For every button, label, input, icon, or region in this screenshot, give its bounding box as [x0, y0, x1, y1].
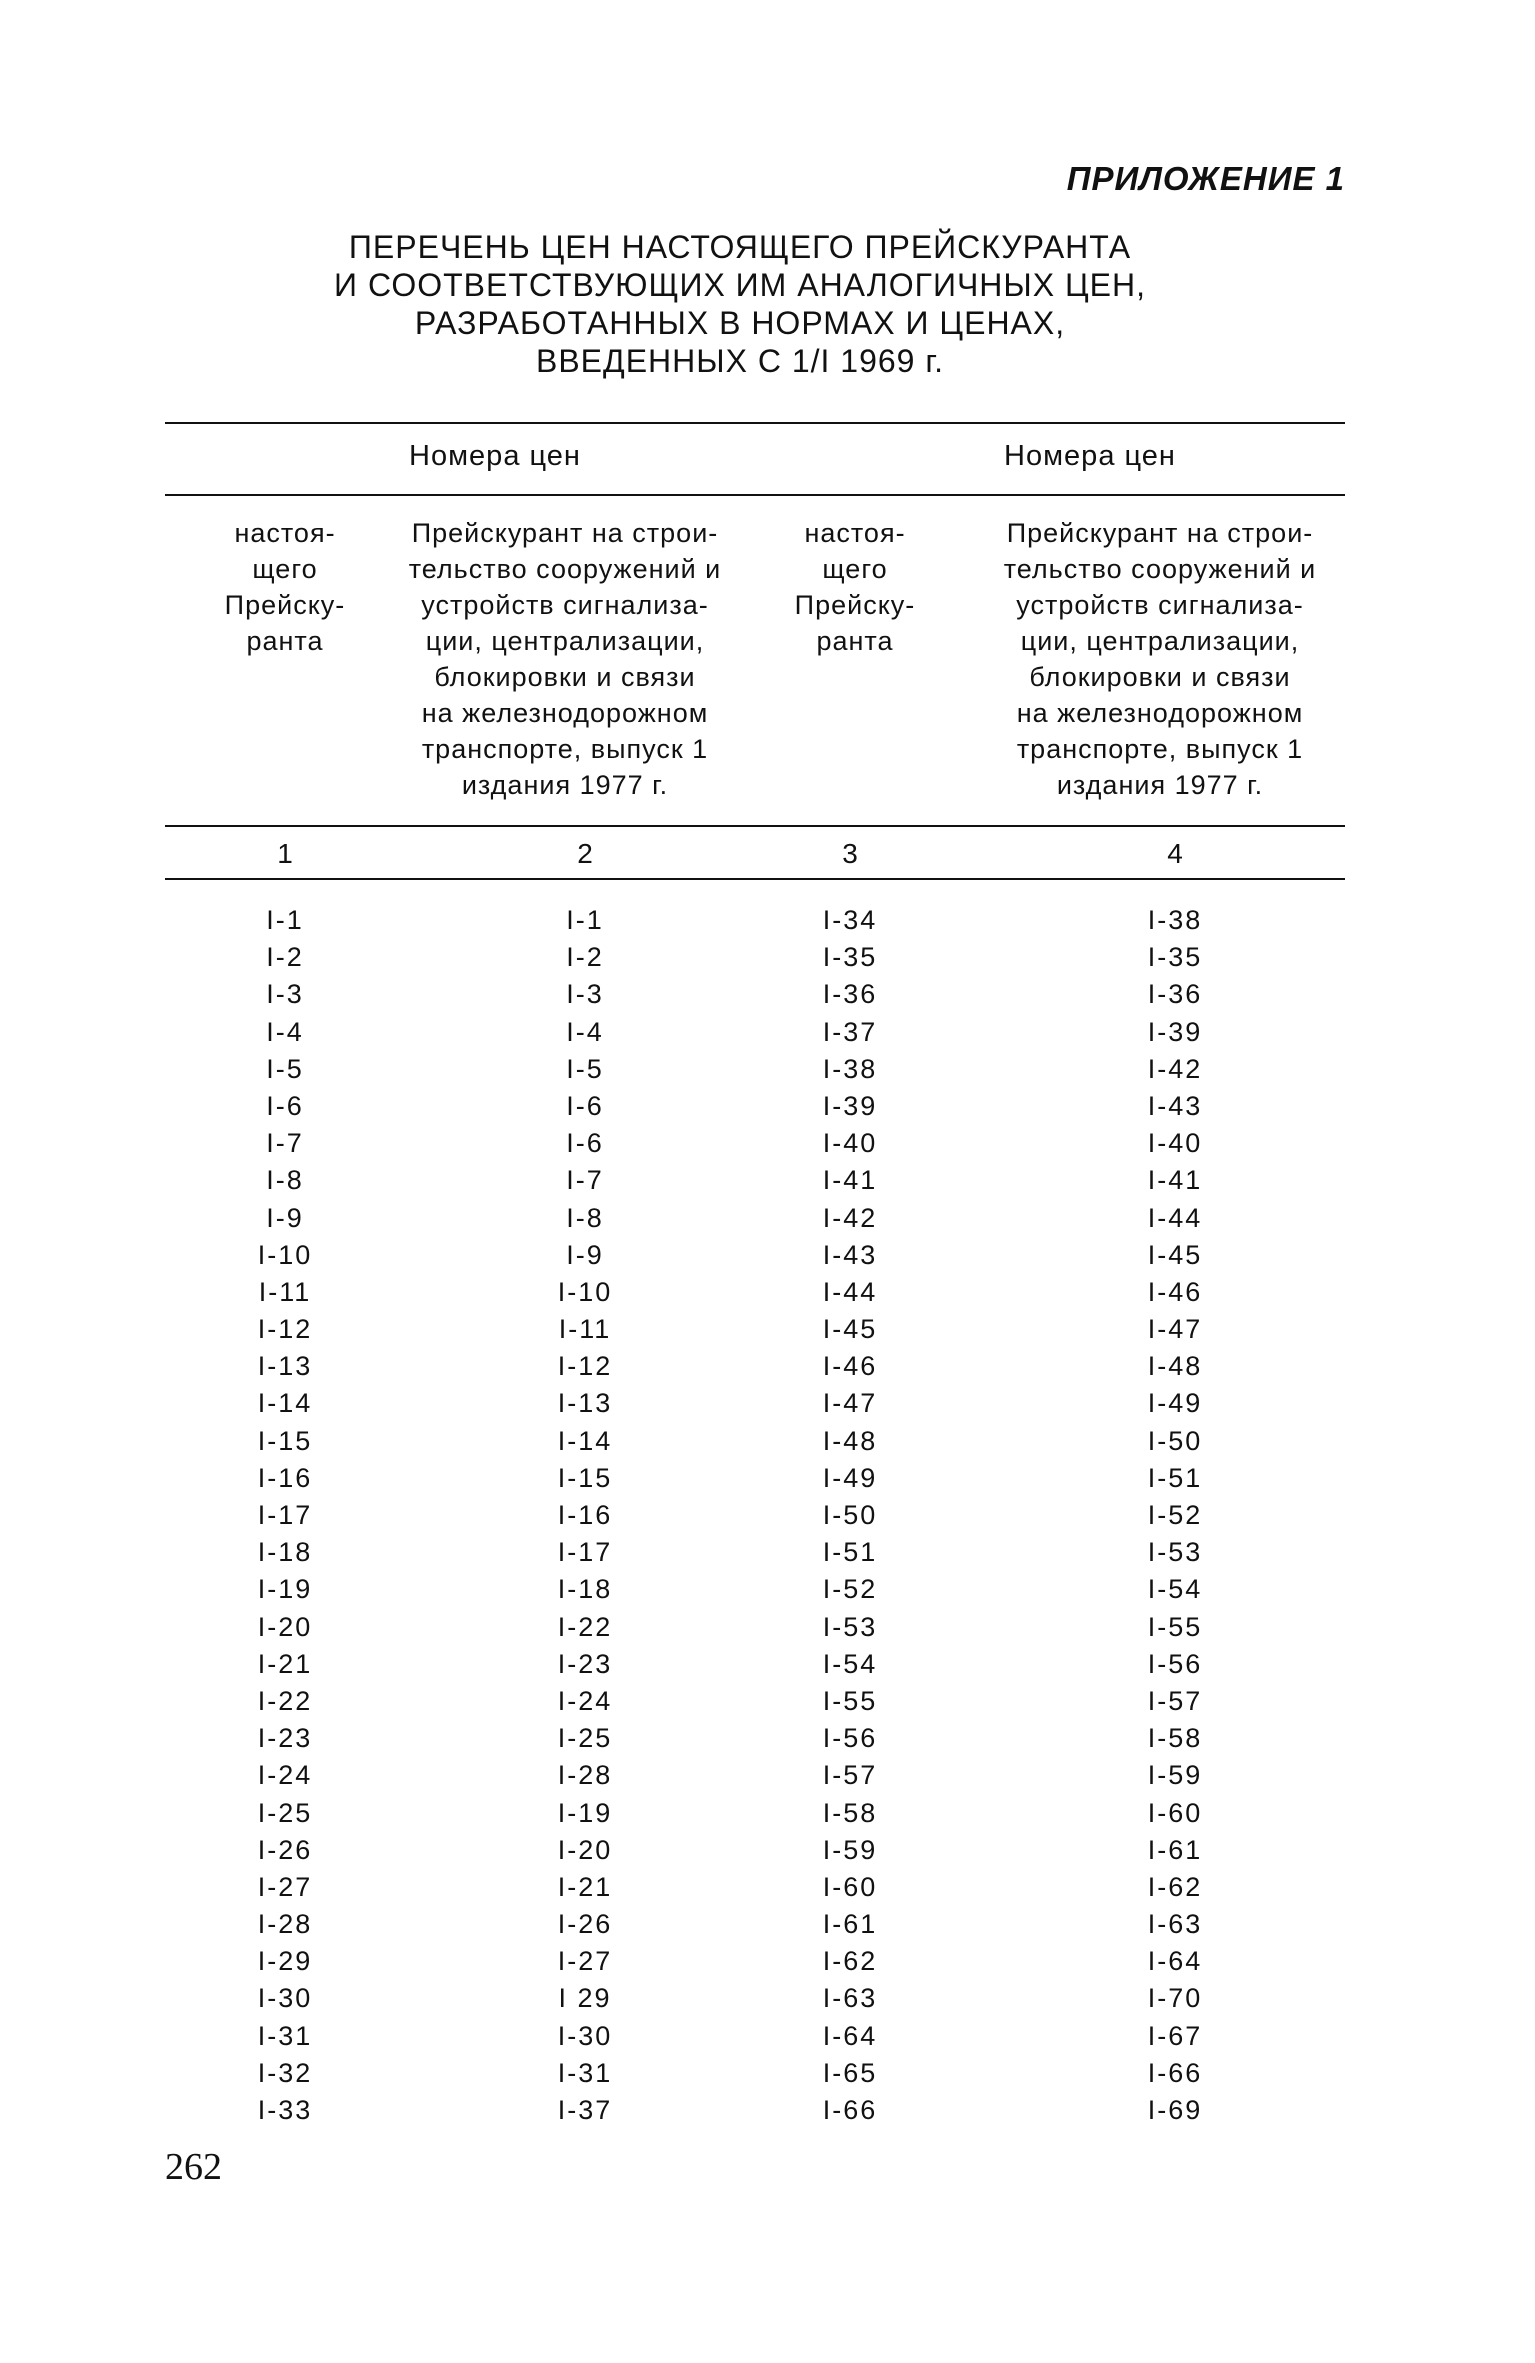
table-cell: I-36 — [822, 979, 878, 1010]
table-cell: I-27 — [557, 1946, 613, 1977]
col1-header — [175, 515, 395, 659]
table-cell: I-41 — [1147, 1165, 1203, 1196]
table-cell: I-64 — [822, 2020, 878, 2051]
table-cell: I-41 — [822, 1165, 878, 1196]
table-cell: I-31 — [557, 2057, 613, 2088]
table-cell: I-19 — [257, 1574, 313, 1605]
header-line: устройств сигнализа- — [1016, 590, 1304, 620]
page-number: 262 — [165, 2146, 222, 2188]
group-header-rule — [165, 494, 1345, 496]
col3-header — [745, 515, 965, 659]
table-cell: I-16 — [257, 1462, 313, 1493]
table-cell: I-18 — [257, 1537, 313, 1568]
table-cell: I-63 — [1147, 1909, 1203, 1940]
table-cell: I-25 — [557, 1723, 613, 1754]
title-line: РАЗРАБОТАННЫХ В НОРМАХ И ЦЕНАХ, — [414, 305, 1066, 341]
table-cell: I-53 — [1147, 1537, 1203, 1568]
header-line: Прейску- — [224, 590, 346, 620]
table-cell: I-34 — [822, 905, 878, 935]
table-cell: I-15 — [257, 1425, 313, 1456]
table-cell: I-11 — [258, 1276, 312, 1307]
header-line: ции, централизации, — [425, 626, 705, 656]
table-cell: I-65 — [822, 2057, 878, 2088]
header-line: Прейскурант на строи- — [1006, 518, 1314, 548]
table-cell: I-53 — [822, 1611, 878, 1642]
table-cell: I-5 — [266, 1053, 304, 1084]
table-cell: I-70 — [1147, 1983, 1203, 2014]
table-cell: I-44 — [1147, 1202, 1203, 1233]
table-cell: I-47 — [822, 1388, 878, 1419]
col4-header — [970, 515, 1350, 803]
table-cell: I-61 — [1147, 1834, 1203, 1865]
table-cell: I 29 — [558, 1983, 612, 2014]
table-cell: I-12 — [257, 1314, 313, 1345]
table-cell: I-52 — [822, 1574, 878, 1605]
table-cell: I-57 — [822, 1760, 878, 1791]
column-number-2: 2 — [577, 838, 593, 869]
table-cell: I-49 — [1147, 1388, 1203, 1419]
table-cell: I-62 — [822, 1946, 878, 1977]
table-cell: I-42 — [822, 1202, 878, 1233]
header-line: транспорте, выпуск 1 — [1016, 734, 1304, 764]
table-cell: I-19 — [557, 1797, 613, 1828]
table-cell: I-6 — [566, 1090, 604, 1121]
table-cell: I-37 — [557, 2095, 613, 2125]
header-line: издания 1977 г. — [461, 770, 669, 800]
table-cell: I-21 — [257, 1648, 313, 1679]
table-cell: I-10 — [257, 1239, 313, 1270]
table-cell: I-13 — [557, 1388, 613, 1419]
header-line: настоя- — [804, 518, 906, 548]
table-cell: I-28 — [257, 1909, 313, 1940]
table-cell: I-62 — [1147, 1871, 1203, 1902]
table-cell: I-55 — [1147, 1611, 1203, 1642]
table-cell: I-21 — [557, 1871, 613, 1902]
table-cell: I-23 — [557, 1648, 613, 1679]
group-header-right: Номера цен — [1004, 440, 1176, 472]
table-cell: I-3 — [566, 979, 604, 1010]
table-cell: I-50 — [1147, 1425, 1203, 1456]
table-cell: I-5 — [566, 1053, 604, 1084]
table-cell: I-66 — [822, 2095, 878, 2125]
header-line: Прейскурант на строи- — [411, 518, 719, 548]
header-line: блокировки и связи — [434, 662, 696, 692]
table-cell: I-14 — [557, 1425, 613, 1456]
group-header-left: Номера цен — [409, 440, 581, 472]
header-line: тельство сооружений и — [1003, 554, 1317, 584]
header-line: издания 1977 г. — [1056, 770, 1264, 800]
column-numbers-rule — [165, 878, 1345, 880]
appendix-label: ПРИЛОЖЕНИЕ 1 — [1066, 160, 1345, 197]
table-cell: I-32 — [257, 2057, 313, 2088]
table-cell: I-43 — [822, 1239, 878, 1270]
header-line: на железнодорожном — [421, 698, 709, 728]
column-4-reference-price-list — [1025, 902, 1325, 2129]
table-cell: I-3 — [266, 979, 304, 1010]
column-number-1: 1 — [277, 838, 293, 869]
table-cell: I-35 — [1147, 942, 1203, 973]
table-cell: I-49 — [822, 1462, 878, 1493]
table-cell: I-33 — [257, 2095, 313, 2125]
header-line: ранта — [816, 626, 894, 656]
table-cell: I-13 — [257, 1351, 313, 1382]
column-number-3: 3 — [842, 838, 858, 869]
table-cell: I-20 — [557, 1834, 613, 1865]
title-line: И СООТВЕТСТВУЮЩИХ ИМ АНАЛОГИЧНЫХ ЦЕН, — [334, 267, 1146, 303]
table-cell: I-63 — [822, 1983, 878, 2014]
title-line: ПЕРЕЧЕНЬ ЦЕН НАСТОЯЩЕГО ПРЕЙСКУРАНТА — [348, 229, 1132, 265]
table-cell: I-7 — [566, 1165, 604, 1196]
table-cell: I-9 — [266, 1202, 304, 1233]
table-cell: I-56 — [822, 1723, 878, 1754]
title-line: ВВЕДЕННЫХ С 1/I 1969 г. — [535, 343, 945, 379]
table-cell: I-6 — [566, 1128, 604, 1159]
table-cell: I-55 — [822, 1685, 878, 1716]
table-cell: I-20 — [257, 1611, 313, 1642]
table-cell: I-30 — [557, 2020, 613, 2051]
header-line: тельство сооружений и — [408, 554, 722, 584]
table-cell: I-9 — [566, 1239, 604, 1270]
table-cell: I-14 — [257, 1388, 313, 1419]
table-cell: I-8 — [566, 1202, 604, 1233]
table-cell: I-6 — [266, 1090, 304, 1121]
table-cell: I-45 — [1147, 1239, 1203, 1270]
header-line: блокировки и связи — [1029, 662, 1291, 692]
table-cell: I-22 — [557, 1611, 613, 1642]
column-number-4: 4 — [1167, 838, 1183, 869]
table-cell: I-59 — [822, 1834, 878, 1865]
table-cell: I-31 — [257, 2020, 313, 2051]
table-cell: I-40 — [822, 1128, 878, 1159]
table-cell: I-60 — [822, 1871, 878, 1902]
table-cell: I-46 — [1147, 1276, 1203, 1307]
table-cell: I-39 — [822, 1090, 878, 1121]
table-cell: I-11 — [558, 1314, 612, 1345]
table-cell: I-48 — [822, 1425, 878, 1456]
column-3-current-price-list — [765, 902, 935, 2129]
table-cell: I-52 — [1147, 1500, 1203, 1530]
table-cell: I-56 — [1147, 1648, 1203, 1679]
header-line: ранта — [246, 626, 324, 656]
col2-header — [370, 515, 760, 803]
table-cell: I-51 — [1147, 1462, 1203, 1493]
table-cell: I-30 — [257, 1983, 313, 2014]
table-cell: I-46 — [822, 1351, 878, 1382]
table-cell: I-64 — [1147, 1946, 1203, 1977]
table-cell: I-58 — [822, 1797, 878, 1828]
table-cell: I-22 — [257, 1685, 313, 1716]
column-2-reference-price-list — [435, 902, 735, 2129]
header-line: Прейску- — [794, 590, 916, 620]
table-cell: I-24 — [557, 1685, 613, 1716]
table-cell: I-27 — [257, 1871, 313, 1902]
table-cell: I-29 — [257, 1946, 313, 1977]
table-cell: I-40 — [1147, 1128, 1203, 1159]
table-cell: I-60 — [1147, 1797, 1203, 1828]
header-line: щего — [822, 554, 888, 584]
table-cell: I-58 — [1147, 1723, 1203, 1754]
table-cell: I-51 — [822, 1537, 878, 1568]
table-cell: I-37 — [822, 1016, 878, 1047]
table-cell: I-57 — [1147, 1685, 1203, 1716]
table-cell: I-67 — [1147, 2020, 1203, 2051]
table-cell: I-45 — [822, 1314, 878, 1345]
table-cell: I-59 — [1147, 1760, 1203, 1791]
table-cell: I-25 — [257, 1797, 313, 1828]
table-cell: I-69 — [1147, 2095, 1203, 2125]
column-1-current-price-list — [200, 902, 370, 2129]
table-cell: I-42 — [1147, 1053, 1203, 1084]
table-cell: I-47 — [1147, 1314, 1203, 1345]
header-bottom-rule — [165, 825, 1345, 827]
table-cell: I-66 — [1147, 2057, 1203, 2088]
table-cell: I-39 — [1147, 1016, 1203, 1047]
table-top-rule — [165, 422, 1345, 424]
table-cell: I-38 — [1147, 905, 1203, 935]
table-cell: I-26 — [557, 1909, 613, 1940]
table-cell: I-26 — [257, 1834, 313, 1865]
table-cell: I-2 — [266, 942, 304, 973]
header-line: щего — [252, 554, 318, 584]
table-cell: I-12 — [557, 1351, 613, 1382]
table-cell: I-35 — [822, 942, 878, 973]
table-cell: I-54 — [1147, 1574, 1203, 1605]
table-cell: I-15 — [557, 1462, 613, 1493]
header-line: настоя- — [234, 518, 336, 548]
table-cell: I-48 — [1147, 1351, 1203, 1382]
header-line: ции, централизации, — [1020, 626, 1300, 656]
page-title — [240, 228, 1240, 380]
header-line: на железнодорожном — [1016, 698, 1304, 728]
table-cell: I-1 — [266, 905, 304, 935]
table-cell: I-10 — [557, 1276, 613, 1307]
table-cell: I-50 — [822, 1500, 878, 1530]
table-cell: I-36 — [1147, 979, 1203, 1010]
table-cell: I-44 — [822, 1276, 878, 1307]
table-cell: I-23 — [257, 1723, 313, 1754]
table-cell: I-17 — [557, 1537, 613, 1568]
table-cell: I-28 — [557, 1760, 613, 1791]
table-cell: I-61 — [822, 1909, 878, 1940]
table-cell: I-18 — [557, 1574, 613, 1605]
table-cell: I-8 — [266, 1165, 304, 1196]
table-cell: I-54 — [822, 1648, 878, 1679]
table-cell: I-4 — [566, 1016, 604, 1047]
table-cell: I-43 — [1147, 1090, 1203, 1121]
table-cell: I-7 — [266, 1128, 304, 1159]
table-cell: I-24 — [257, 1760, 313, 1791]
table-cell: I-4 — [266, 1016, 304, 1047]
header-line: транспорте, выпуск 1 — [421, 734, 709, 764]
table-cell: I-38 — [822, 1053, 878, 1084]
table-cell: I-1 — [566, 905, 604, 935]
header-line: устройств сигнализа- — [421, 590, 709, 620]
table-cell: I-16 — [557, 1500, 613, 1530]
table-cell: I-2 — [566, 942, 604, 973]
table-cell: I-17 — [257, 1500, 313, 1530]
